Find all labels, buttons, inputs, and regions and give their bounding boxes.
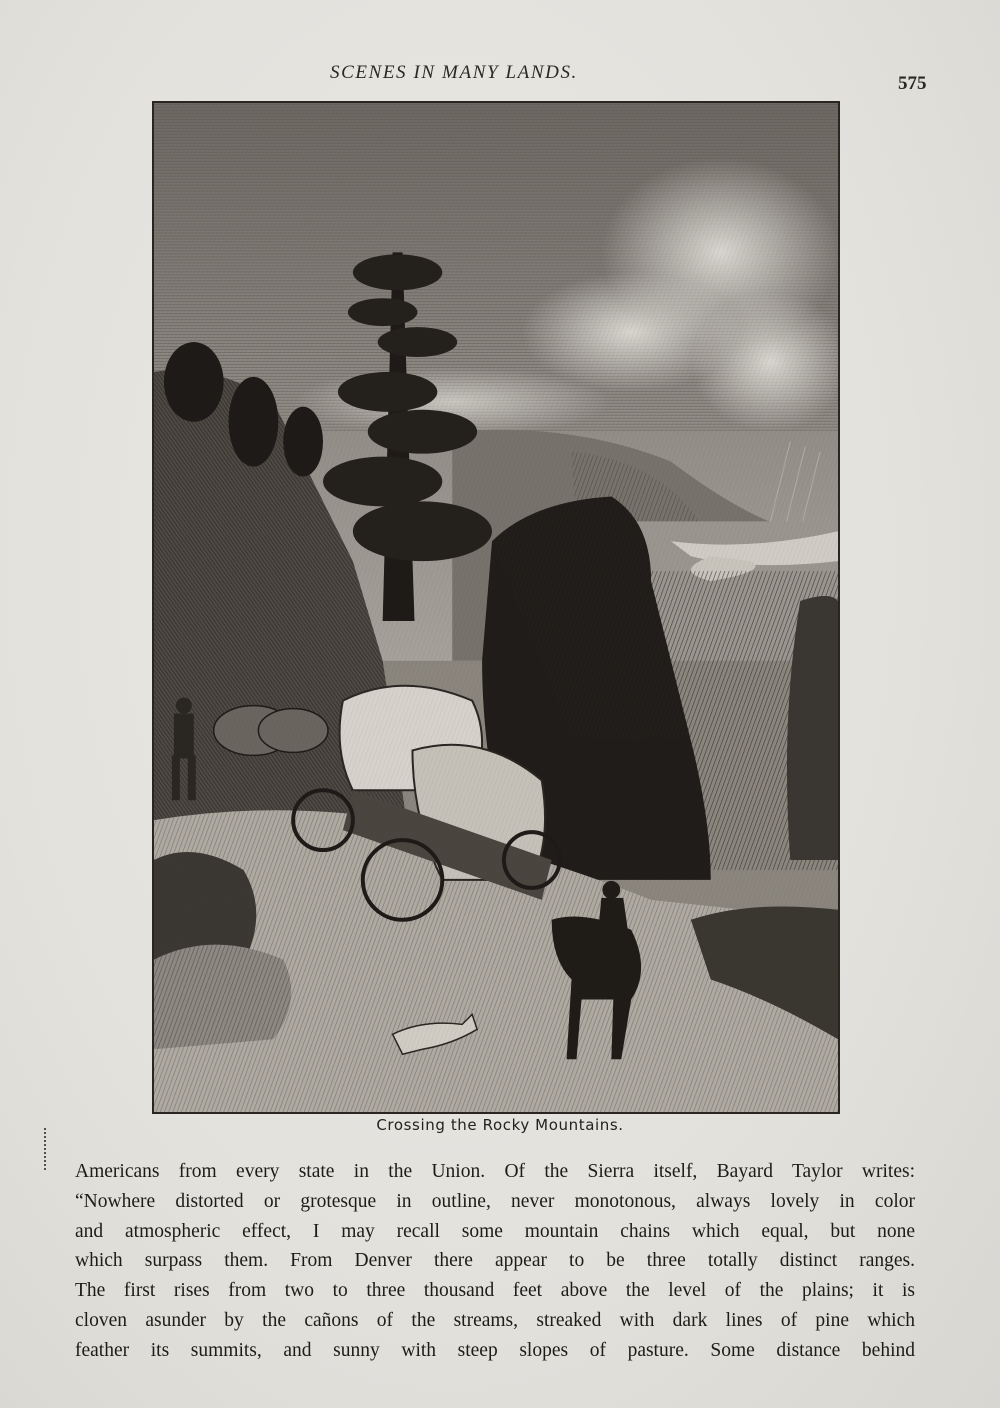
body-line: Americans from every state in the Union. Of the Sierra itself, Bayard Taylor writes: xyxy=(75,1161,915,1182)
page-number: 575 xyxy=(898,73,927,94)
body-text xyxy=(75,1157,915,1366)
body-line: “Nowhere distorted or grotesque in outline, never monotonous, always lovely in color xyxy=(75,1190,915,1212)
margin-mark xyxy=(44,1128,49,1170)
engraving-image xyxy=(154,103,838,1112)
show-through-text xyxy=(850,95,990,128)
body-line: The first rises from two to three thousand feet above the level of the plains; it is xyxy=(75,1280,915,1302)
figure-caption: Crossing the Rocky Mountains. xyxy=(376,1116,624,1134)
body-line: cloven asunder by the cañons of the streams, streaked with dark lines of pine which xyxy=(75,1309,915,1331)
body-line: feather its summits, and sunny with steep slopes of pasture. Some distance behind xyxy=(75,1339,915,1361)
body-line: and atmospheric effect, I may recall some mountain chains which equal, but none xyxy=(75,1220,915,1242)
running-head: SCENES IN MANY LANDS. xyxy=(330,62,578,83)
engraving-illustration xyxy=(152,101,840,1114)
body-line: which surpass them. From Denver there appear to be three totally distinct ranges. xyxy=(75,1250,915,1272)
